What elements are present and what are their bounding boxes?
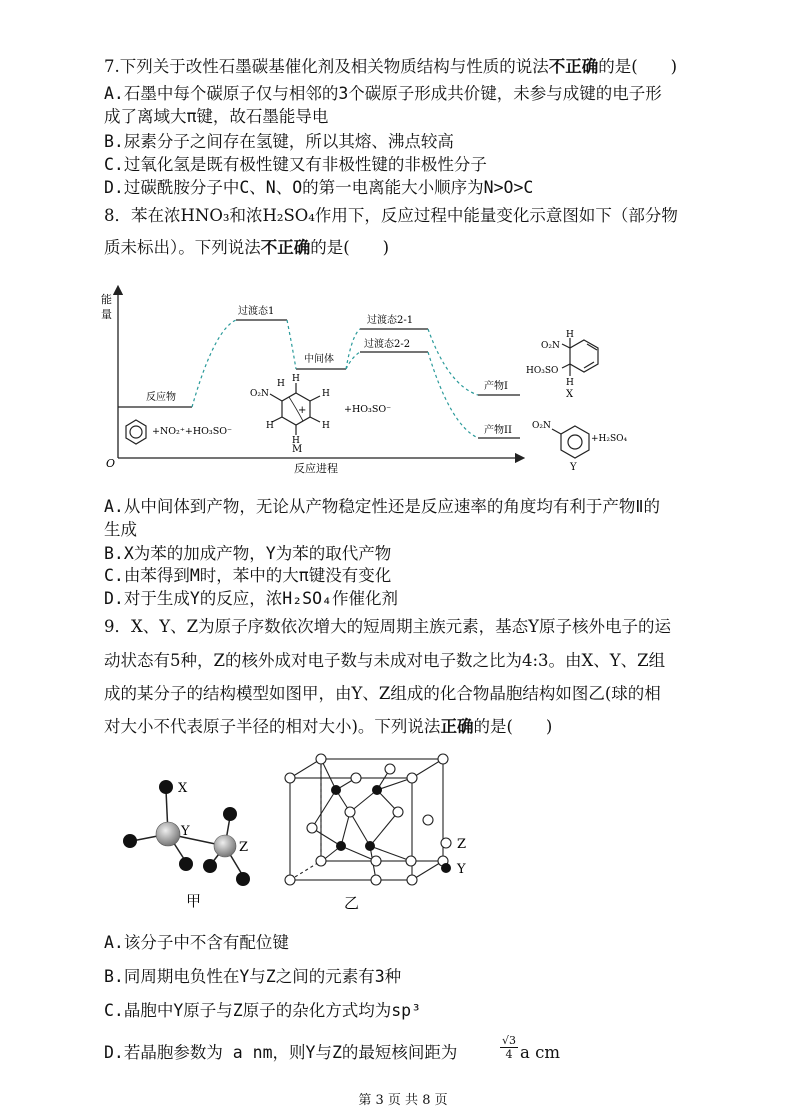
atom-x bbox=[159, 780, 173, 794]
x-no2: O₂N bbox=[541, 341, 560, 351]
jia-y-label: Y bbox=[181, 824, 190, 839]
q7-option-b: B.尿素分子之间存在氢键，所以其熔、沸点较高 bbox=[104, 132, 454, 151]
q7-stem-b: 的是( ) bbox=[598, 57, 678, 76]
level-product2-label: 产物II bbox=[484, 425, 512, 436]
atom-x bbox=[179, 857, 193, 871]
y-axis-label-2: 量 bbox=[101, 308, 112, 321]
q7-stem-emphasis: 不正确 bbox=[548, 57, 599, 76]
legend-y-symbol bbox=[441, 863, 451, 873]
fraction-numerator: √3 bbox=[501, 1034, 516, 1047]
level-ts2-2-label: 过渡态2-2 bbox=[364, 339, 411, 350]
level-ts2-1-label: 过渡态2-1 bbox=[367, 315, 414, 326]
product2-extra: +H₂SO₄ bbox=[591, 434, 628, 444]
plus-charge: + bbox=[298, 405, 307, 416]
m-h2: H bbox=[292, 374, 300, 384]
atom-y bbox=[156, 822, 180, 846]
yi-caption: 乙 bbox=[344, 894, 360, 912]
q7-stem bbox=[104, 56, 677, 78]
m-label: M bbox=[292, 444, 303, 455]
q8-option-a: A.从中间体到产物，无论从产物稳定性还是反应速率的角度均有利于产物Ⅱ的 bbox=[104, 497, 660, 516]
energy-path bbox=[192, 320, 478, 438]
reactant-formula: +NO₂⁺+HO₃SO⁻ bbox=[152, 426, 233, 437]
level-ts1-label: 过渡态1 bbox=[238, 306, 275, 317]
q9-stem-line4: 对大小不代表原子半径的相对大小)。下列说法正确的是( ) bbox=[104, 717, 553, 736]
x-axis-label: 反应进程 bbox=[294, 462, 338, 475]
fraction-denominator: 4 bbox=[505, 1048, 513, 1061]
yi-crystal-cell bbox=[290, 759, 443, 880]
level-reactant-label: 反应物 bbox=[146, 392, 176, 403]
jia-caption: 甲 bbox=[186, 892, 202, 910]
q7-option-d: D.过碳酰胺分子中C、N、O的第一电离能大小顺序为N>O>C bbox=[104, 178, 534, 197]
q8-stem-line2: 质未标出）。下列说法不正确的是( ) bbox=[104, 238, 390, 257]
y-no2: O₂N bbox=[532, 421, 551, 431]
y-axis-label-1: 能 bbox=[101, 293, 112, 306]
m-h6: H bbox=[266, 421, 274, 431]
level-product1-label: 产物I bbox=[484, 381, 508, 392]
q9-option-b: B.同周期电负性在Y与Z之间的元素有3种 bbox=[104, 967, 402, 986]
q9-option-a: A.该分子中不含有配位键 bbox=[104, 933, 289, 952]
q9-stem-line1: 9．X、Y、Z为原子序数依次增大的短周期主族元素，基态Y原子核外电子的运 bbox=[104, 617, 671, 636]
atom-z bbox=[214, 835, 236, 857]
origin-label: O bbox=[106, 457, 116, 470]
q8-stem-line1: 8．苯在浓HNO₃和浓H₂SO₄作用下，反应过程中能量变化示意图如下（部分物 bbox=[104, 206, 678, 225]
legend-z-symbol bbox=[441, 838, 451, 848]
q7-option-a: A.石墨中每个碳原子仅与相邻的3个碳原子形成共价键，未参与成键的电子形 bbox=[104, 84, 662, 103]
q9-option-d-fraction bbox=[500, 1034, 518, 1061]
q9-option-d-tail: a cm bbox=[520, 1043, 560, 1062]
level-intermediate-label: 中间体 bbox=[304, 354, 334, 365]
q7-option-c: C.过氧化氢是既有极性键又有非极性键的非极性分子 bbox=[104, 155, 487, 174]
m-no2: O₂N bbox=[250, 389, 269, 399]
q9-option-d: D.若晶胞参数为 a nm，则Y与Z的最短核间距为 bbox=[104, 1043, 458, 1062]
q9-stem-line3: 成的某分子的结构模型如图甲，由Y、Z组成的化合物晶胞结构如图乙(球的相 bbox=[104, 684, 661, 703]
q7-stem-a: 7.下列关于改性石墨碳基催化剂及相关物质结构与性质的说法 bbox=[104, 57, 549, 76]
benzene-structure bbox=[126, 420, 146, 444]
q9-figures bbox=[110, 750, 490, 920]
atom-x bbox=[223, 807, 237, 821]
q8-option-c: C.由苯得到M时，苯中的大π键没有变化 bbox=[104, 566, 392, 585]
x-h2: H bbox=[566, 378, 574, 388]
q9-stem-line2: 动状态有5种，Z的核外成对电子数与未成对电子数之比为4:3。由X、Y、Z组 bbox=[104, 651, 666, 670]
y-label: Y bbox=[570, 462, 577, 473]
jia-x-label: X bbox=[178, 781, 188, 796]
z-atoms bbox=[285, 754, 448, 885]
q8-option-a-cont: 生成 bbox=[104, 520, 137, 539]
legend-z-label: Z bbox=[457, 837, 467, 852]
jia-z-label: Z bbox=[239, 840, 249, 855]
product-x-structure bbox=[562, 338, 598, 376]
x-ho3so: HO₃SO bbox=[526, 366, 559, 376]
x-label: X bbox=[566, 389, 574, 400]
atom-x bbox=[236, 872, 250, 886]
intermediate-extra: +HO₃SO⁻ bbox=[344, 404, 392, 415]
m-h5: H bbox=[292, 436, 300, 446]
atom-x bbox=[123, 834, 137, 848]
product-y-structure bbox=[552, 426, 589, 458]
m-h4: H bbox=[322, 421, 330, 431]
intermediate-m-structure bbox=[270, 383, 320, 435]
q8-option-b: B.X为苯的加成产物，Y为苯的取代产物 bbox=[104, 544, 392, 563]
q7-option-a-cont: 成了离域大π键，故石墨能导电 bbox=[104, 107, 329, 126]
atom-x bbox=[203, 859, 217, 873]
page-footer: 第 3 页 共 8 页 bbox=[358, 1093, 448, 1108]
x-h1: H bbox=[566, 330, 574, 340]
q8-option-d: D.对于生成Y的反应，浓H₂SO₄作催化剂 bbox=[104, 589, 398, 608]
energy-diagram bbox=[96, 284, 656, 484]
legend-y-label: Y bbox=[457, 862, 466, 877]
m-h3: H bbox=[322, 389, 330, 399]
m-h1: H bbox=[277, 379, 285, 389]
q9-option-c: C.晶胞中Y原子与Z原子的杂化方式均为sp³ bbox=[104, 1001, 422, 1020]
